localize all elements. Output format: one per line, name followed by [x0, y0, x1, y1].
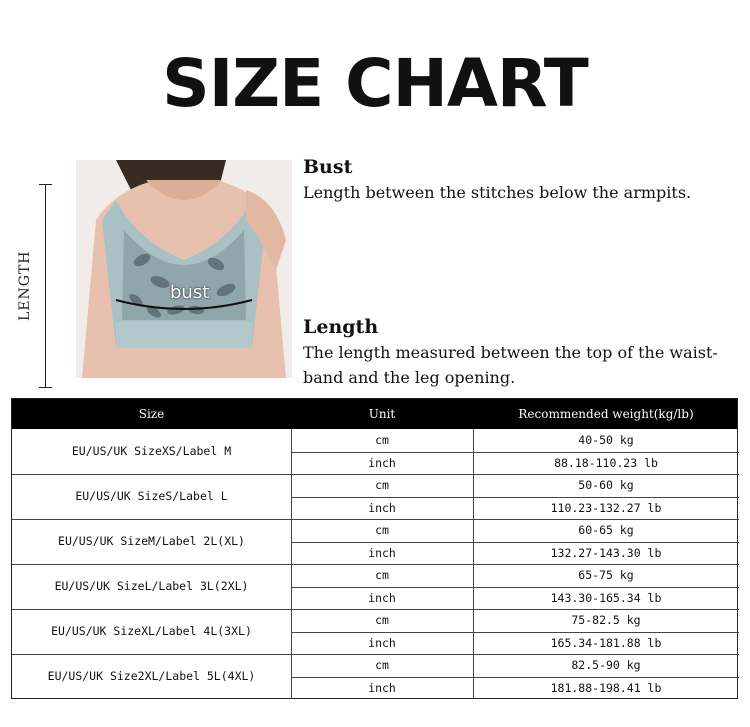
- size-cell: EU/US/UK SizeS/Label L: [75, 489, 228, 503]
- row-divider: [12, 609, 739, 610]
- header-unit: Unit: [368, 407, 396, 421]
- header-size: Size: [138, 407, 165, 421]
- subrow-divider: [291, 677, 739, 678]
- row-divider: [12, 519, 739, 520]
- bust-heading: Bust: [303, 156, 353, 178]
- size-cell: EU/US/UK SizeXS/Label M: [71, 444, 232, 458]
- unit-inch-cell: inch: [368, 455, 396, 470]
- size-cell: EU/US/UK Size2XL/Label 5L(4XL): [47, 669, 256, 683]
- row-divider: [12, 474, 739, 475]
- length-indicator-label: LENGTH: [17, 250, 33, 321]
- subrow-divider: [291, 497, 739, 498]
- weight-kg-cell: 82.5-90 kg: [571, 658, 641, 672]
- weight-kg-cell: 65-75 kg: [578, 568, 634, 582]
- unit-cm-cell: cm: [375, 433, 389, 447]
- size-cell: EU/US/UK SizeM/Label 2L(XL): [58, 534, 245, 548]
- table-header: [12, 399, 737, 429]
- size-table: [11, 398, 738, 699]
- weight-lb-cell: 88.18-110.23 lb: [554, 455, 658, 470]
- size-cell: EU/US/UK SizeXL/Label 4L(3XL): [51, 624, 252, 638]
- weight-kg-cell: 75-82.5 kg: [571, 613, 641, 627]
- header-weight: Recommended weight(kg/lb): [518, 407, 694, 421]
- page-title: SIZE CHART: [162, 45, 588, 122]
- weight-lb-cell: 181.88-198.41 lb: [550, 680, 662, 695]
- unit-cm-cell: cm: [375, 568, 389, 582]
- weight-lb-cell: 110.23-132.27 lb: [550, 500, 662, 515]
- subrow-divider: [291, 632, 739, 633]
- column-divider-unit-weight: [473, 429, 474, 699]
- unit-inch-cell: inch: [368, 680, 396, 695]
- unit-inch-cell: inch: [368, 590, 396, 605]
- unit-inch-cell: inch: [368, 635, 396, 650]
- length-indicator-line: [45, 184, 46, 388]
- subrow-divider: [291, 587, 739, 588]
- unit-cm-cell: cm: [375, 613, 389, 627]
- bust-description: Length between the stitches below the armpits.: [303, 183, 692, 202]
- subrow-divider: [291, 452, 739, 453]
- subrow-divider: [291, 542, 739, 543]
- row-divider: [12, 564, 739, 565]
- length-indicator-bottom-cap: [39, 387, 52, 388]
- weight-kg-cell: 50-60 kg: [578, 478, 634, 492]
- photo-bust-label: bust: [170, 282, 210, 303]
- unit-cm-cell: cm: [375, 658, 389, 672]
- column-divider-size-unit: [291, 429, 292, 699]
- row-divider: [12, 654, 739, 655]
- unit-cm-cell: cm: [375, 478, 389, 492]
- unit-inch-cell: inch: [368, 545, 396, 560]
- length-heading: Length: [303, 316, 379, 338]
- unit-inch-cell: inch: [368, 500, 396, 515]
- unit-cm-cell: cm: [375, 523, 389, 537]
- weight-lb-cell: 165.34-181.88 lb: [550, 635, 662, 650]
- length-description-line2: band and the leg opening.: [303, 368, 516, 387]
- weight-kg-cell: 40-50 kg: [578, 433, 634, 447]
- length-description-line1: The length measured between the top of the waist-: [303, 343, 718, 362]
- product-photo: [76, 160, 292, 378]
- size-cell: EU/US/UK SizeL/Label 3L(2XL): [54, 579, 249, 593]
- weight-lb-cell: 132.27-143.30 lb: [550, 545, 662, 560]
- weight-lb-cell: 143.30-165.34 lb: [550, 590, 662, 605]
- weight-kg-cell: 60-65 kg: [578, 523, 634, 537]
